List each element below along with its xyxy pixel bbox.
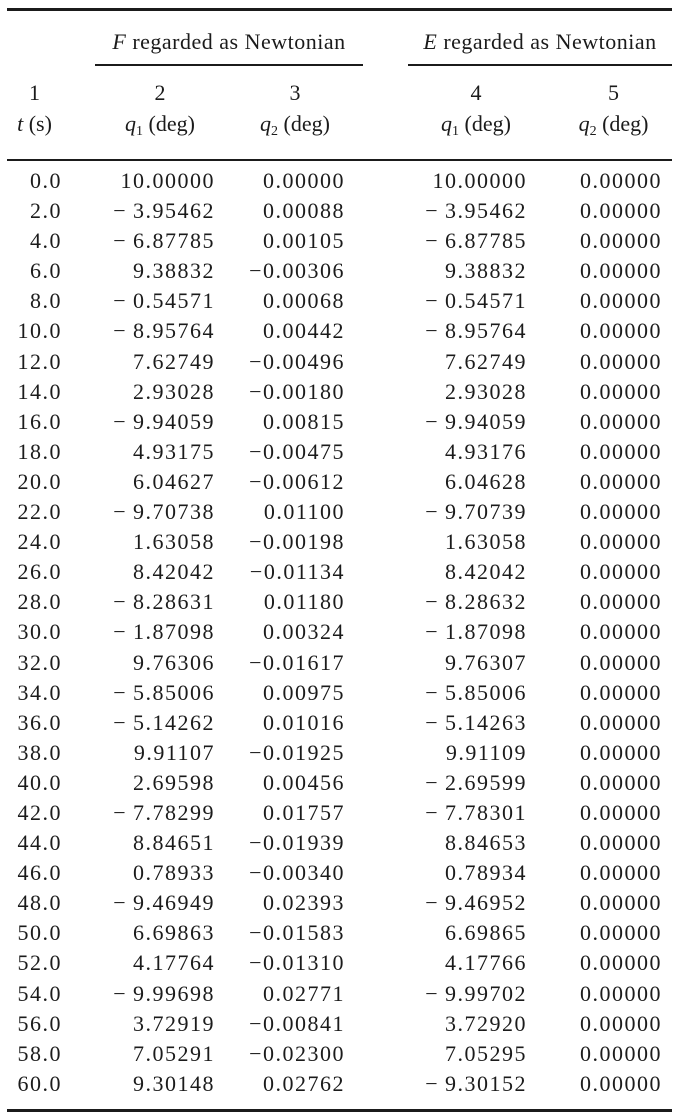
- column-symbol: t: [17, 111, 24, 136]
- cell-q1-F-newtonian: − 7.78299: [113, 799, 215, 825]
- cell-q1-F-newtonian: 9.91107: [133, 739, 215, 765]
- column-symbol: q: [578, 111, 590, 136]
- table-row: [7, 1069, 672, 1111]
- column-symbol: q: [260, 111, 272, 136]
- column-number: 1: [29, 80, 40, 105]
- cell-q2-F-newtonian: 0.02771: [263, 980, 346, 1006]
- cell-q2-F-newtonian: 0.00105: [263, 228, 346, 254]
- cell-t-seconds: 42.0: [17, 799, 62, 825]
- cell-t-seconds: 46.0: [17, 860, 62, 886]
- cell-q1-E-newtonian: 2.93028: [445, 378, 528, 404]
- cell-q2-E-newtonian: 0.00000: [580, 679, 663, 705]
- column-label-q2: [565, 108, 662, 147]
- cell-q1-E-newtonian: 4.17766: [445, 950, 528, 976]
- cell-t-seconds: 8.0: [30, 288, 62, 314]
- simulation-results-table: [7, 8, 672, 1112]
- cell-t-seconds: 28.0: [17, 589, 62, 615]
- cell-q1-F-newtonian: − 9.94059: [113, 408, 215, 434]
- cell-q1-F-newtonian: 4.17764: [133, 950, 215, 976]
- cell-t-seconds: 52.0: [17, 950, 62, 976]
- cell-q2-E-newtonian: 0.00000: [580, 1070, 663, 1096]
- cell-q2-F-newtonian: −0.01583: [249, 920, 346, 946]
- cell-q1-F-newtonian: − 1.87098: [113, 619, 215, 645]
- column-subscript: 1: [136, 124, 144, 139]
- cell-q2-E-newtonian: 0.00000: [580, 438, 663, 464]
- table-row: [7, 527, 672, 557]
- cell-t-seconds: 58.0: [17, 1040, 62, 1066]
- cell-q2-F-newtonian: −0.00475: [249, 438, 346, 464]
- cell-q1-F-newtonian: − 9.46949: [113, 890, 215, 916]
- cell-q1-F-newtonian: − 6.87785: [113, 228, 215, 254]
- table-row: [7, 196, 672, 226]
- column-unit: (deg): [278, 111, 330, 136]
- cell-q1-F-newtonian: 9.30148: [133, 1070, 215, 1096]
- cell-q2-F-newtonian: −0.01134: [249, 559, 346, 585]
- cell-q2-E-newtonian: 0.00000: [580, 468, 663, 494]
- cell-q1-E-newtonian: 6.69865: [445, 920, 528, 946]
- cell-q1-F-newtonian: 2.93028: [133, 378, 215, 404]
- cell-q2-F-newtonian: −0.00612: [249, 468, 346, 494]
- cell-q2-E-newtonian: 0.00000: [580, 258, 663, 284]
- cell-q1-E-newtonian: 7.62749: [445, 348, 528, 374]
- cell-q1-E-newtonian: − 9.70739: [425, 499, 528, 525]
- cell-q1-E-newtonian: − 3.95462: [425, 198, 528, 224]
- cell-q1-E-newtonian: 9.76307: [445, 649, 528, 675]
- cell-q1-F-newtonian: 3.72919: [133, 1010, 215, 1036]
- cell-q1-E-newtonian: 0.78934: [445, 860, 528, 886]
- cell-q1-E-newtonian: − 0.54571: [425, 288, 528, 314]
- cell-q2-F-newtonian: 0.00000: [263, 168, 346, 193]
- table-row: [7, 979, 672, 1009]
- cell-q2-F-newtonian: −0.00340: [249, 860, 346, 886]
- cell-q2-F-newtonian: −0.00180: [249, 378, 346, 404]
- cell-q2-F-newtonian: 0.01757: [263, 799, 346, 825]
- cell-q1-E-newtonian: − 5.14263: [425, 709, 528, 735]
- table-header: [7, 10, 672, 161]
- cell-t-seconds: 60.0: [17, 1070, 62, 1096]
- cell-t-seconds: 56.0: [17, 1010, 62, 1036]
- cell-q1-E-newtonian: − 6.87785: [425, 228, 528, 254]
- table-row: [7, 828, 672, 858]
- column-number: 4: [470, 80, 482, 105]
- table-row: [7, 377, 672, 407]
- cell-q2-F-newtonian: −0.01310: [249, 950, 346, 976]
- group-header-row: [7, 10, 672, 67]
- cell-q2-E-newtonian: 0.00000: [580, 198, 663, 224]
- table-row: [7, 316, 672, 346]
- cell-q2-E-newtonian: 0.00000: [580, 709, 663, 735]
- table-row: [7, 708, 672, 738]
- cell-q1-E-newtonian: − 8.95764: [425, 318, 528, 344]
- cell-q1-E-newtonian: − 1.87098: [425, 619, 528, 645]
- cell-t-seconds: 32.0: [17, 649, 62, 675]
- cell-q2-F-newtonian: −0.00198: [249, 529, 346, 555]
- cell-q1-F-newtonian: 8.84651: [133, 830, 215, 856]
- group-symbol-f: F: [112, 29, 127, 54]
- cell-q1-F-newtonian: 1.63058: [133, 529, 215, 555]
- cell-q2-E-newtonian: 0.00000: [580, 830, 663, 856]
- column-header-row: [7, 66, 672, 160]
- column-label-q1: [425, 108, 527, 147]
- cell-t-seconds: 36.0: [17, 709, 62, 735]
- cell-t-seconds: 4.0: [30, 228, 62, 254]
- column-unit: (deg): [143, 111, 195, 136]
- cell-q1-F-newtonian: 4.93175: [133, 438, 215, 464]
- cell-t-seconds: 38.0: [17, 739, 62, 765]
- cell-q1-F-newtonian: − 3.95462: [113, 198, 215, 224]
- table-row: [7, 347, 672, 377]
- table-body: [7, 160, 672, 1110]
- cell-q2-E-newtonian: 0.00000: [580, 228, 663, 254]
- cell-q1-E-newtonian: − 9.30152: [425, 1070, 528, 1096]
- cell-t-seconds: 16.0: [17, 408, 62, 434]
- cell-q2-E-newtonian: 0.00000: [580, 559, 663, 585]
- cell-q2-F-newtonian: −0.00841: [249, 1010, 346, 1036]
- cell-q2-F-newtonian: −0.01925: [249, 739, 346, 765]
- table-row: [7, 1009, 672, 1039]
- column-unit: (s): [23, 111, 52, 136]
- cell-q2-E-newtonian: 0.00000: [580, 619, 663, 645]
- cell-q1-E-newtonian: − 8.28632: [425, 589, 528, 615]
- table-row: [7, 286, 672, 316]
- cell-q2-F-newtonian: 0.01016: [263, 709, 346, 735]
- cell-q2-E-newtonian: 0.00000: [580, 288, 663, 314]
- table-row: [7, 256, 672, 286]
- table-row: [7, 948, 672, 978]
- cell-q1-E-newtonian: 1.63058: [445, 529, 528, 555]
- cell-q1-E-newtonian: − 2.69599: [425, 769, 528, 795]
- cell-q2-E-newtonian: 0.00000: [580, 168, 663, 193]
- column-number: 5: [608, 80, 620, 105]
- cell-q1-F-newtonian: − 8.28631: [113, 589, 215, 615]
- table-row: [7, 678, 672, 708]
- cell-q1-F-newtonian: − 8.95764: [113, 318, 215, 344]
- table-row: [7, 467, 672, 497]
- cell-q1-E-newtonian: − 5.85006: [425, 679, 528, 705]
- column-header-t: [7, 66, 75, 160]
- cell-q1-E-newtonian: 6.04628: [445, 468, 528, 494]
- cell-q2-E-newtonian: 0.00000: [580, 1040, 663, 1066]
- table-row: [7, 407, 672, 437]
- cell-q2-E-newtonian: 0.00000: [580, 378, 663, 404]
- cell-q2-E-newtonian: 0.00000: [580, 348, 663, 374]
- column-number: 2: [154, 80, 166, 105]
- table-row: [7, 617, 672, 647]
- column-symbol: q: [441, 111, 453, 136]
- column-label-t: [7, 108, 62, 147]
- group-label: regarded as Newtonian: [126, 29, 346, 54]
- cell-q1-F-newtonian: − 9.99698: [113, 980, 215, 1006]
- cell-t-seconds: 44.0: [17, 830, 62, 856]
- cell-q2-E-newtonian: 0.00000: [580, 860, 663, 886]
- cell-q2-E-newtonian: 0.00000: [580, 980, 663, 1006]
- table-row: [7, 738, 672, 768]
- table-row: [7, 497, 672, 527]
- cell-t-seconds: 18.0: [17, 438, 62, 464]
- cell-q2-E-newtonian: 0.00000: [580, 1010, 663, 1036]
- cell-t-seconds: 24.0: [17, 529, 62, 555]
- column-unit: (deg): [459, 111, 511, 136]
- cell-q2-F-newtonian: −0.00496: [249, 348, 346, 374]
- cell-q2-F-newtonian: −0.00306: [249, 258, 346, 284]
- cell-t-seconds: 12.0: [17, 348, 62, 374]
- cell-q2-F-newtonian: 0.02393: [263, 890, 346, 916]
- cell-q2-E-newtonian: 0.00000: [580, 499, 663, 525]
- column-subscript: 2: [271, 124, 279, 139]
- cell-q1-E-newtonian: − 7.78301: [425, 799, 528, 825]
- cell-q2-F-newtonian: 0.00975: [263, 679, 346, 705]
- cell-q1-F-newtonian: 2.69598: [133, 769, 215, 795]
- cell-t-seconds: 2.0: [30, 198, 62, 224]
- cell-q1-F-newtonian: 6.04627: [133, 468, 215, 494]
- cell-q1-F-newtonian: − 5.85006: [113, 679, 215, 705]
- group-header-empty-cell: [7, 10, 75, 67]
- cell-t-seconds: 34.0: [17, 679, 62, 705]
- column-label-q1: [105, 108, 215, 147]
- cell-q2-F-newtonian: 0.02762: [263, 1070, 346, 1096]
- cell-q1-E-newtonian: 7.05295: [445, 1040, 528, 1066]
- cell-q2-E-newtonian: 0.00000: [580, 649, 663, 675]
- table-row: [7, 557, 672, 587]
- cell-q2-F-newtonian: 0.00456: [263, 769, 346, 795]
- cell-t-seconds: 26.0: [17, 559, 62, 585]
- cell-q2-E-newtonian: 0.00000: [580, 529, 663, 555]
- cell-q2-F-newtonian: 0.00088: [263, 198, 346, 224]
- cell-t-seconds: 50.0: [17, 920, 62, 946]
- table-row: [7, 888, 672, 918]
- column-header-q1-f: [75, 66, 225, 160]
- column-header-q2-f: [225, 66, 365, 160]
- group-label: regarded as Newtonian: [437, 29, 657, 54]
- column-subscript: 2: [589, 124, 597, 139]
- group-header-e-cell: [365, 10, 672, 67]
- cell-q2-E-newtonian: 0.00000: [580, 589, 663, 615]
- cell-q1-F-newtonian: 9.76306: [133, 649, 215, 675]
- cell-q2-E-newtonian: 0.00000: [580, 920, 663, 946]
- table-row: [7, 1039, 672, 1069]
- cell-t-seconds: 6.0: [30, 258, 62, 284]
- column-label-q2: [245, 108, 345, 147]
- cell-q2-F-newtonian: −0.01617: [249, 649, 346, 675]
- cell-q1-E-newtonian: 9.38832: [445, 258, 528, 284]
- cell-q2-F-newtonian: 0.00324: [263, 619, 346, 645]
- table-row: [7, 858, 672, 888]
- cell-q2-F-newtonian: 0.00815: [263, 408, 346, 434]
- cell-q2-F-newtonian: 0.00442: [263, 318, 346, 344]
- cell-q1-E-newtonian: 10.00000: [432, 168, 528, 193]
- cell-t-seconds: 40.0: [17, 769, 62, 795]
- cell-q2-E-newtonian: 0.00000: [580, 318, 663, 344]
- table-row: [7, 918, 672, 948]
- group-header-e-newtonian: [408, 29, 672, 66]
- cell-t-seconds: 54.0: [17, 980, 62, 1006]
- cell-q2-E-newtonian: 0.00000: [580, 950, 663, 976]
- cell-q2-E-newtonian: 0.00000: [580, 890, 663, 916]
- group-header-f-cell: [75, 10, 365, 67]
- cell-q1-F-newtonian: 7.62749: [133, 348, 215, 374]
- cell-q1-E-newtonian: 9.91109: [445, 739, 528, 765]
- group-header-f-newtonian: [95, 29, 363, 66]
- cell-t-seconds: 48.0: [17, 890, 62, 916]
- cell-q2-F-newtonian: −0.02300: [249, 1040, 346, 1066]
- cell-q1-F-newtonian: − 9.70738: [113, 499, 215, 525]
- table-row: [7, 648, 672, 678]
- table-row: [7, 768, 672, 798]
- cell-q2-F-newtonian: −0.01939: [249, 830, 346, 856]
- column-header-q2-e: [535, 66, 672, 160]
- cell-q1-F-newtonian: 9.38832: [133, 258, 215, 284]
- cell-q1-E-newtonian: 4.93176: [445, 438, 528, 464]
- cell-t-seconds: 20.0: [17, 468, 62, 494]
- table-row: [7, 798, 672, 828]
- cell-q1-E-newtonian: − 9.46952: [425, 890, 528, 916]
- cell-q2-F-newtonian: 0.00068: [263, 288, 346, 314]
- cell-q1-F-newtonian: 7.05291: [133, 1040, 215, 1066]
- cell-q2-F-newtonian: 0.01100: [263, 499, 346, 525]
- cell-q1-E-newtonian: 8.42042: [445, 559, 528, 585]
- table-row: [7, 437, 672, 467]
- cell-q1-F-newtonian: − 5.14262: [113, 709, 215, 735]
- cell-q1-F-newtonian: 8.42042: [133, 559, 215, 585]
- cell-q1-E-newtonian: 3.72920: [445, 1010, 528, 1036]
- column-number: 3: [289, 80, 301, 105]
- cell-q1-F-newtonian: 0.78933: [133, 860, 215, 886]
- column-header-q1-e: [365, 66, 535, 160]
- table-row: [7, 226, 672, 256]
- cell-t-seconds: 30.0: [17, 619, 62, 645]
- cell-q1-E-newtonian: − 9.94059: [425, 408, 528, 434]
- cell-t-seconds: 14.0: [17, 378, 62, 404]
- column-unit: (deg): [596, 111, 649, 136]
- cell-t-seconds: 10.0: [17, 318, 62, 344]
- cell-q2-E-newtonian: 0.00000: [580, 769, 663, 795]
- cell-q1-F-newtonian: 10.00000: [120, 168, 215, 193]
- table-row: [7, 160, 672, 196]
- cell-q1-E-newtonian: − 9.99702: [425, 980, 528, 1006]
- cell-t-seconds: 22.0: [17, 499, 62, 525]
- cell-q1-E-newtonian: 8.84653: [445, 830, 528, 856]
- cell-q2-F-newtonian: 0.01180: [263, 589, 346, 615]
- column-symbol: q: [125, 111, 137, 136]
- cell-t-seconds: 0.0: [30, 168, 62, 193]
- cell-q2-E-newtonian: 0.00000: [580, 408, 663, 434]
- cell-q2-E-newtonian: 0.00000: [580, 799, 663, 825]
- cell-q1-F-newtonian: − 0.54571: [113, 288, 215, 314]
- table-row: [7, 587, 672, 617]
- column-subscript: 1: [452, 124, 460, 139]
- cell-q2-E-newtonian: 0.00000: [580, 739, 663, 765]
- cell-q1-F-newtonian: 6.69863: [133, 920, 215, 946]
- group-symbol-e: E: [423, 29, 438, 54]
